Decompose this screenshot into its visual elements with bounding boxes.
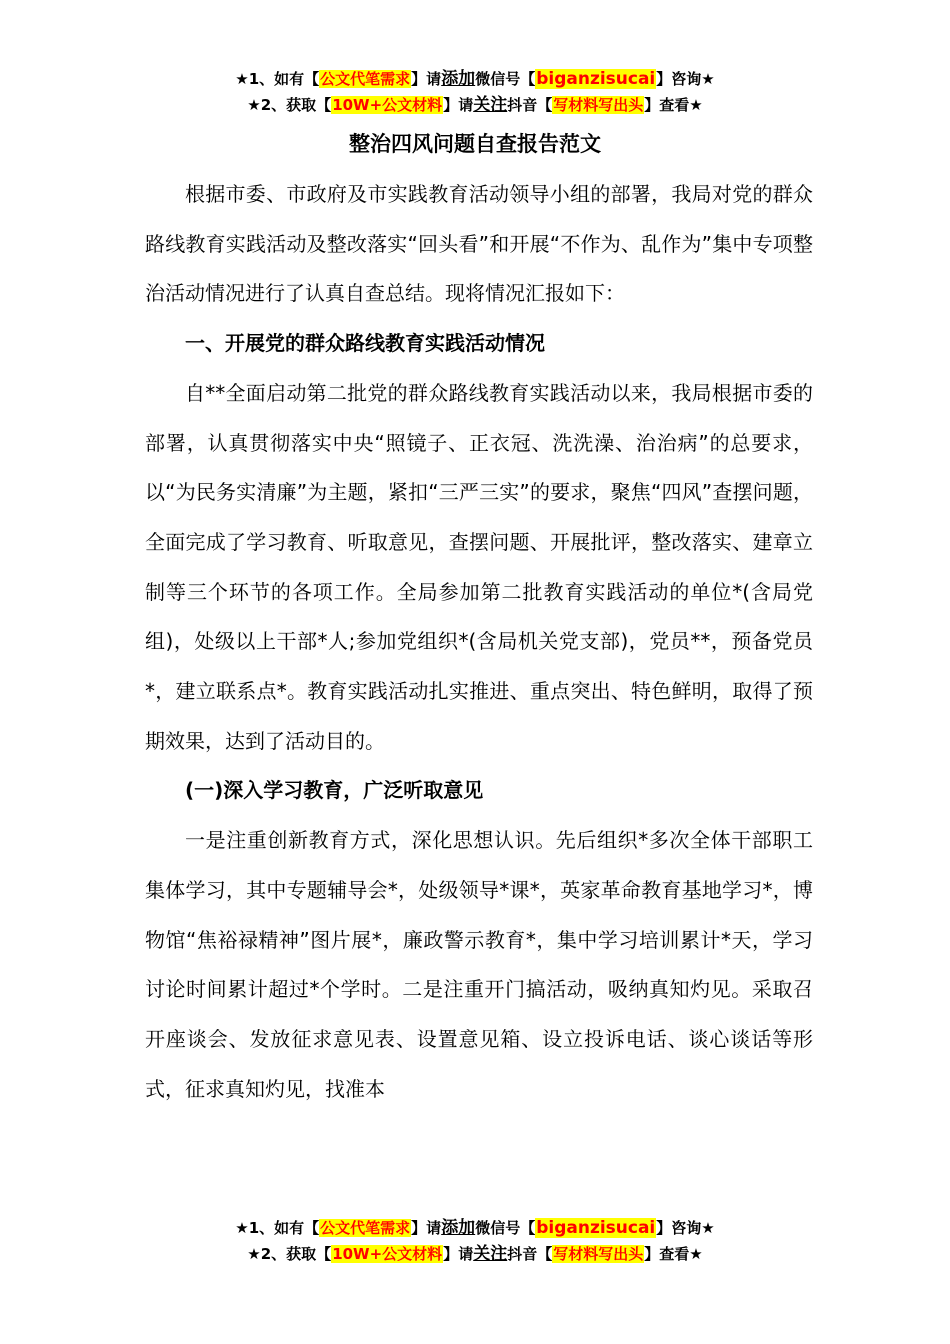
promo-text: 微信号【: [475, 1219, 536, 1237]
promo-text: 】请: [411, 1219, 442, 1237]
promo-wechat-id: biganzisucai: [536, 1218, 656, 1238]
promo-underline: 添加: [441, 1218, 476, 1238]
promo-highlight: 公文代笔需求: [320, 1219, 411, 1237]
promo-text: 2、获取【: [260, 96, 332, 114]
promo-highlight: 写材料写出头: [553, 1245, 644, 1263]
promo-banner-bottom: [0, 1215, 950, 1267]
promo-underline: 关注: [473, 1244, 508, 1264]
star-icon: ★: [247, 96, 261, 114]
promo-highlight: 公文代笔需求: [320, 70, 411, 88]
promo-text: 】查看: [644, 96, 690, 114]
promo-text: 】请: [443, 96, 474, 114]
paragraph: 自**全面启动第二批党的群众路线教育实践活动以来，我局根据市委的部署，认真贯彻落实中央“照镜子、正衣冠、洗洗澡、治治病”的总要求，以“为民务实清廉”为主题，紧扣“三严三实”的要求，聚焦“四风”查摆问题，全面完成了学习教育、听取意见，查摆问题、开展批评，整改落实、建章立制等三个环节的各项工作。全局参加第二批教育实践活动的单位*(含局党组)，处级以上干部*人;参加党组织*(含局机关党支部)，党员**，预备党员*，建立联系点*。教育实践活动扎实推进、重点突出、特色鲜明，取得了预期效果，达到了活动目的。: [145, 380, 813, 753]
paragraph: 一是注重创新教育方式，深化思想认识。先后组织*多次全体干部职工集体学习，其中专题辅导会*，处级领导*课*，英家革命教育基地学习*，博物馆“焦裕禄精神”图片展*，廉政警示教育*，集中学习培训累计*天，学习讨论时间累计超过*个学时。二是注重开门搞活动，吸纳真知灼见。采取召开座谈会、发放征求意见表、设置意见箱、设立投诉电话、谈心谈话等形式，征求真知灼见，找准本: [145, 828, 813, 1101]
promo-line-1: [0, 1215, 950, 1241]
promo-text: 】查看: [644, 1245, 690, 1263]
star-icon: ★: [235, 1219, 249, 1237]
promo-text: 】请: [443, 1245, 474, 1263]
promo-underline: 添加: [441, 69, 476, 89]
promo-highlight: 10W+公文材料: [332, 1245, 443, 1263]
promo-underline: 关注: [473, 95, 508, 115]
promo-text: 抖音【: [507, 96, 553, 114]
promo-text: 】咨询: [656, 1219, 702, 1237]
star-icon: ★: [689, 96, 703, 114]
promo-highlight: 写材料写出头: [553, 96, 644, 114]
promo-banner-top: [0, 66, 950, 118]
star-icon: ★: [235, 70, 249, 88]
promo-line-2: [0, 1241, 950, 1267]
promo-text: 微信号【: [475, 70, 536, 88]
promo-line-1: [0, 66, 950, 92]
page-title: 整治四风问题自查报告范文: [349, 132, 601, 156]
star-icon: ★: [689, 1245, 703, 1263]
promo-text: 】请: [411, 70, 442, 88]
promo-wechat-id: biganzisucai: [536, 69, 656, 89]
document-body: [145, 170, 813, 1114]
promo-highlight: 10W+公文材料: [332, 96, 443, 114]
promo-line-2: [0, 92, 950, 118]
paragraph: 根据市委、市政府及市实践教育活动领导小组的部署，我局对党的群众路线教育实践活动及整改落实“回头看”和开展“不作为、乱作为”集中专项整治活动情况进行了认真自查总结。现将情况汇报如下：: [145, 182, 813, 306]
promo-text: 2、获取【: [260, 1245, 332, 1263]
promo-text: 1、如有【: [248, 70, 320, 88]
star-icon: ★: [701, 1219, 715, 1237]
promo-text: 1、如有【: [248, 1219, 320, 1237]
promo-text: 抖音【: [507, 1245, 553, 1263]
section-heading: 一、开展党的群众路线教育实践活动情况: [185, 331, 545, 356]
star-icon: ★: [247, 1245, 261, 1263]
promo-text: 】咨询: [656, 70, 702, 88]
star-icon: ★: [701, 70, 715, 88]
subsection-heading: (一)深入学习教育，广泛听取意见: [185, 778, 484, 803]
